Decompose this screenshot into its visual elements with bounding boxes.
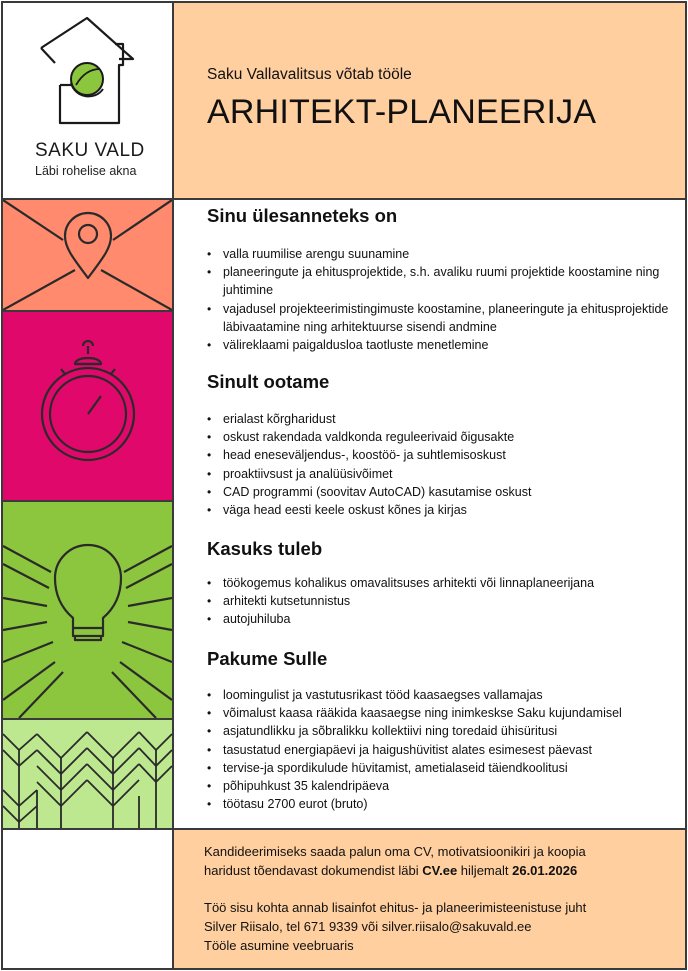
cv-site-link[interactable]: CV.ee [422, 863, 458, 878]
deadline-date: 26.01.2026 [512, 863, 578, 878]
header-subtitle: Saku Vallavalitsus võtab tööle [207, 66, 412, 83]
logo-cell [3, 3, 172, 198]
footer-banner [174, 830, 685, 968]
list-item: • proaktiivsust ja analüüsivõimet [207, 465, 677, 483]
bonus-list [207, 574, 677, 629]
list-item: • tasustatud energiapäevi ja haigushüvitist alates esimesest päevast [207, 741, 677, 759]
list-item: • valla ruumilise arengu suunamine [207, 245, 677, 263]
apply-line-1: Kandideerimiseks saada palun oma CV, motivatsioonikiri ja koopia [204, 844, 586, 859]
footer-left-cell [3, 830, 172, 968]
list-item: • erialast kõrgharidust [207, 410, 677, 428]
list-item: • väga head eesti keele oskust kõnes ja kirjas [207, 501, 677, 519]
start-date-line: Tööle asumine veebruaris [204, 938, 354, 953]
list-item: • vajadusel projekteerimistingimuste koostamine, planeeringute ja ehitusprojektide läbivaatamine ning arhitektuurse sisendi andmine [207, 300, 677, 336]
apply-line-2-text: haridust tõendavast dokumendist läbi [204, 863, 423, 878]
forest-panel [3, 720, 172, 828]
tasks-list [207, 245, 677, 354]
house-leaf-logo-icon [3, 3, 172, 133]
header-banner [174, 3, 685, 198]
application-info [204, 842, 586, 880]
offer-list [207, 686, 677, 813]
location-pin-icon [3, 200, 172, 310]
stopwatch-panel [3, 312, 172, 500]
expect-list [207, 410, 677, 519]
apply-line-2-mid: hiljemalt [457, 863, 513, 878]
list-item: • CAD programmi (soovitav AutoCAD) kasutamise oskust [207, 483, 677, 501]
list-item: • põhipuhkust 35 kalendripäeva [207, 777, 677, 795]
location-panel [3, 200, 172, 310]
vertical-divider [172, 1, 174, 970]
section-title-tasks: Sinu ülesanneteks on [207, 205, 398, 226]
list-item: • oskust rakendada valdkonda reguleerivaid õigusakte [207, 428, 677, 446]
contact-line[interactable]: Silver Riisalo, tel 671 9339 või silver.riisalo@sakuvald.ee [204, 919, 532, 934]
logo-name: SAKU VALD [35, 140, 145, 161]
contact-info [204, 898, 586, 955]
apply-line-2 [204, 861, 586, 880]
page-title: ARHITEKT-PLANEERIJA [207, 93, 597, 131]
section-title-offer: Pakume Sulle [207, 648, 328, 669]
stopwatch-icon [3, 312, 172, 500]
list-item: • töökogemus kohalikus omavalitsuses arhitekti või linnaplaneerijana [207, 574, 677, 592]
logo-tagline: Läbi rohelise akna [35, 164, 137, 178]
list-item: • head eneseväljendus-, koostöö- ja suhtlemisoskust [207, 446, 677, 464]
list-item: • välireklaami paigaldusloa taotluste menetlemine [207, 336, 677, 354]
list-item: • planeeringute ja ehitusprojektide, s.h. avaliku ruumi projektide koostamine ning juhtimine [207, 263, 677, 299]
list-item: • tervise-ja spordikulude hüvitamist, ametialaseid täiendkoolitusi [207, 759, 677, 777]
info-line-1: Töö sisu kohta annab lisainfot ehitus- ja planeerimisteenistuse juht [204, 900, 587, 915]
list-item: • arhitekti kutsetunnistus [207, 592, 677, 610]
bulb-panel [3, 502, 172, 718]
list-item: • võimalust kaasa rääkida kaasaegse ning inimkeskse Saku kujundamisel [207, 704, 677, 722]
list-item: • asjatundlikku ja sõbralikku kollektiivi ning toredaid ühisüritusi [207, 722, 677, 740]
section-title-bonus: Kasuks tuleb [207, 538, 323, 559]
section-title-expect: Sinult ootame [207, 371, 330, 392]
list-item: • loomingulist ja vastutusrikast tööd kaasaegses vallamajas [207, 686, 677, 704]
list-item: • autojuhiluba [207, 610, 677, 628]
light-bulb-icon [3, 502, 172, 718]
list-item: • töötasu 2700 eurot (bruto) [207, 795, 677, 813]
forest-pattern-icon [3, 720, 172, 828]
